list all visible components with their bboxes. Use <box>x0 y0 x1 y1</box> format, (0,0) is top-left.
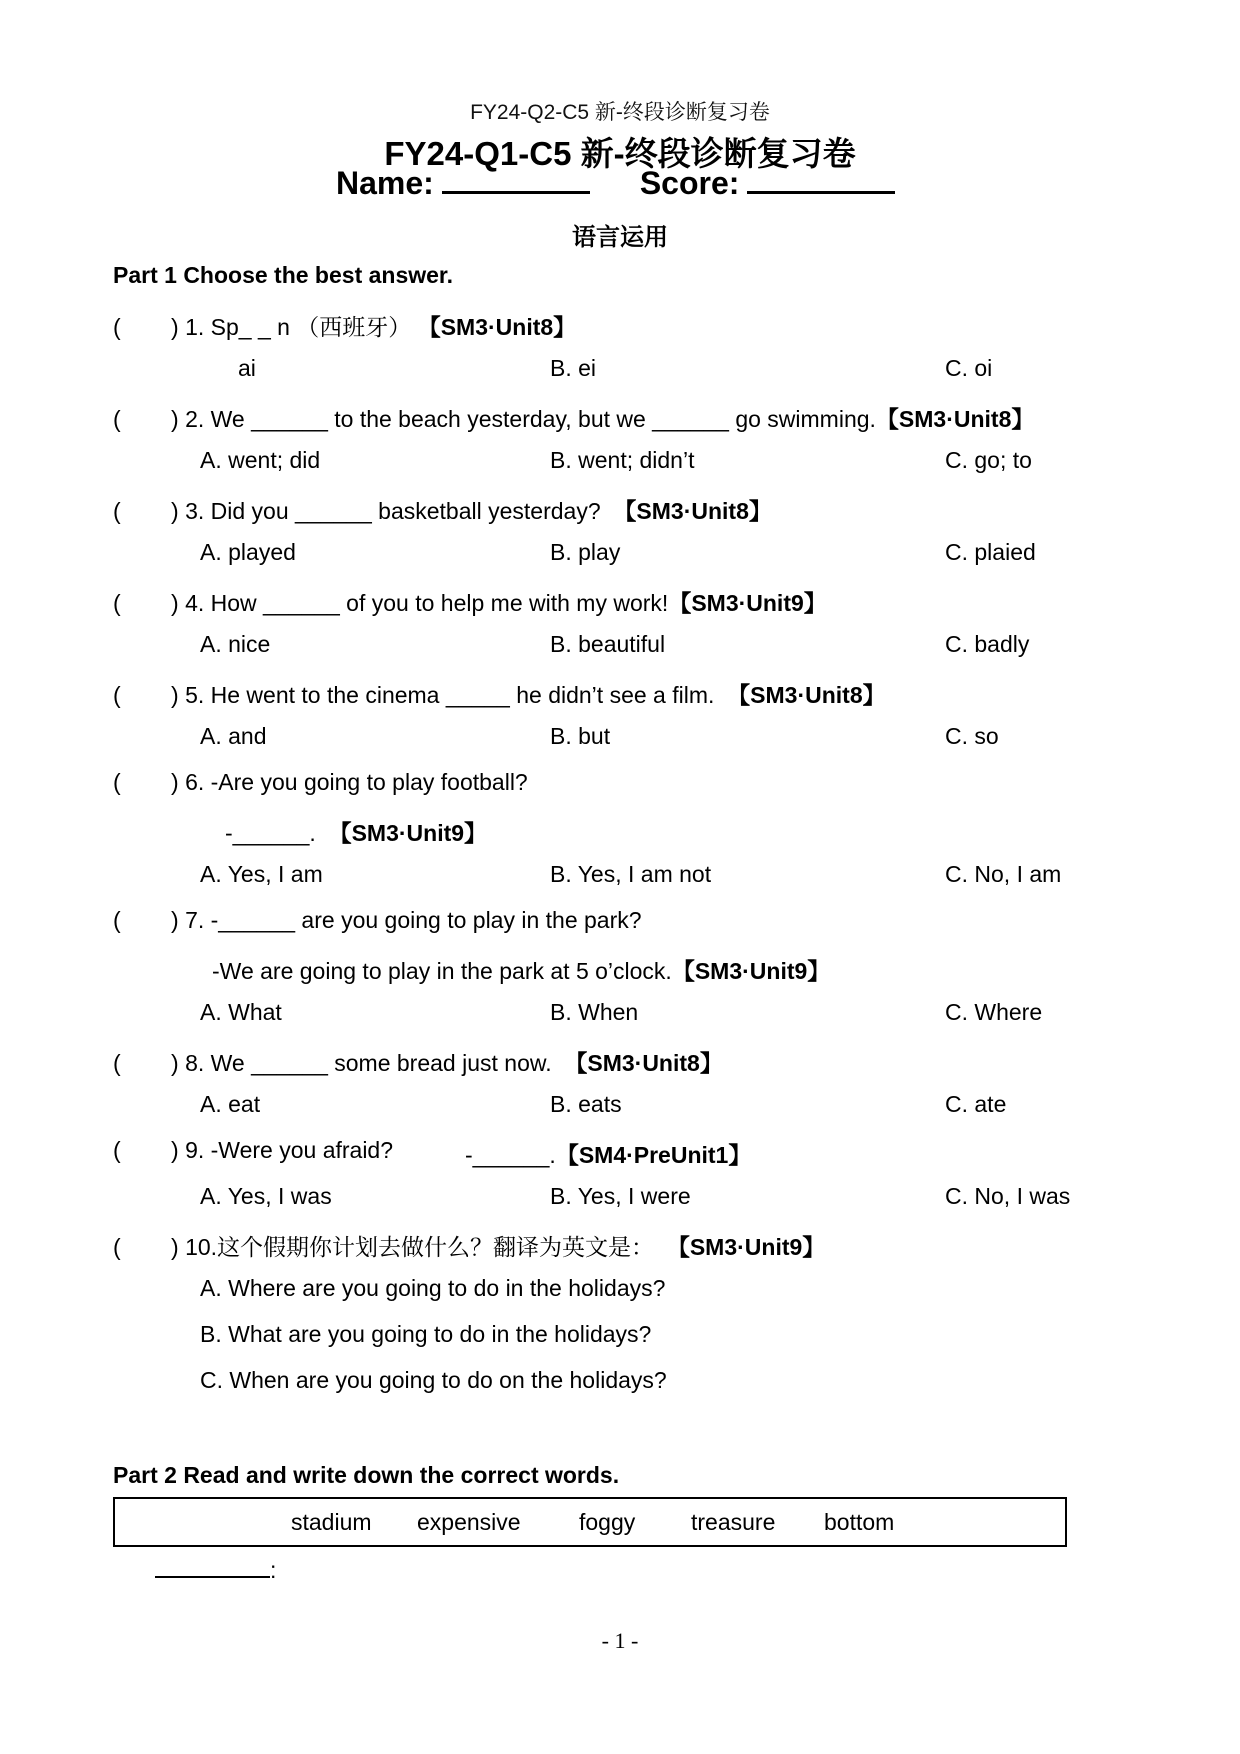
option-a: A. and <box>200 723 267 749</box>
option-b: B. Yes, I were <box>550 1183 691 1209</box>
unit-tag: 【SM3·Unit8】 <box>613 498 772 524</box>
option-b: B. What are you going to do in the holidays? <box>200 1321 652 1347</box>
option-c: C. badly <box>945 631 1030 657</box>
question-9 <box>113 1137 393 1164</box>
answer-line <box>155 1554 276 1584</box>
score-field[interactable] <box>747 165 895 194</box>
word-bank-item: foggy <box>579 1509 636 1535</box>
answer-paren-open[interactable]: ( <box>113 314 121 340</box>
question-1 <box>113 309 576 342</box>
answer-paren-close: ) <box>171 498 179 524</box>
option-c: C. so <box>945 723 999 749</box>
question-2 <box>113 401 1034 434</box>
question-text: 8. We ______ some bread just now. <box>185 1050 552 1076</box>
question-text: 5. He went to the cinema _____ he didn’t see a film. <box>185 682 715 708</box>
question-7 <box>113 907 642 934</box>
option-b: B. play <box>550 539 621 565</box>
question-9-reply <box>465 1137 751 1170</box>
question-text: 7. -______ are you going to play in the park? <box>185 907 642 933</box>
answer-paren-close: ) <box>171 590 179 616</box>
option-a: A. Yes, I was <box>200 1183 332 1209</box>
page-title: FY24-Q1-C5 新-终段诊断复习卷 <box>384 135 856 172</box>
word-bank <box>113 1497 1067 1547</box>
answer-paren-open[interactable]: ( <box>113 1050 121 1076</box>
word-bank-item: treasure <box>691 1509 776 1535</box>
option-c: C. Where <box>945 999 1043 1025</box>
option-a: A. Yes, I am <box>200 861 323 887</box>
option-a: A. went; did <box>200 447 321 473</box>
option-b: B. but <box>550 723 611 749</box>
answer-paren-open[interactable]: ( <box>113 769 121 795</box>
option-b: B. eats <box>550 1091 622 1117</box>
question-text-line2: -______. <box>225 820 316 846</box>
answer-blank[interactable] <box>155 1554 270 1578</box>
question-10 <box>113 1229 825 1262</box>
option-b: B. Yes, I am not <box>550 861 712 887</box>
answer-paren-close: ) <box>171 1137 179 1163</box>
option-c: C. No, I am <box>945 861 1062 887</box>
question-text: 3. Did you ______ basketball yesterday? <box>185 498 601 524</box>
name-field[interactable] <box>442 165 590 194</box>
option-c: C. plaied <box>945 539 1036 565</box>
page-number: - 1 - <box>601 1628 639 1653</box>
option-a: A. What <box>200 999 282 1025</box>
word-bank-item: bottom <box>824 1509 895 1535</box>
question-text: 1. Sp_ _ n （西班牙） <box>185 314 412 340</box>
option-c: C. When are you going to do on the holidays? <box>200 1367 667 1393</box>
answer-paren-close: ) <box>171 769 179 795</box>
option-a: A. eat <box>200 1091 261 1117</box>
option-a: A. played <box>200 539 296 565</box>
answer-paren-close: ) <box>171 907 179 933</box>
unit-tag: 【SM3·Unit9】 <box>671 958 831 984</box>
answer-paren-close: ) <box>171 1234 179 1260</box>
name-label: Name: <box>336 165 434 201</box>
question-text-reply: -______. <box>465 1142 556 1168</box>
question-3 <box>113 493 772 526</box>
unit-tag: 【SM4·PreUnit1】 <box>555 1142 752 1168</box>
option-b: B. beautiful <box>550 631 666 657</box>
unit-tag: 【SM3·Unit9】 <box>666 1234 826 1260</box>
word-bank-item: expensive <box>417 1509 521 1535</box>
question-5 <box>113 677 886 710</box>
option-b: B. ei <box>550 355 597 381</box>
section-title: 语言运用 <box>572 224 668 251</box>
unit-tag: 【SM3·Unit9】 <box>668 590 827 616</box>
option-b: B. When <box>550 999 639 1025</box>
option-a: ai <box>238 355 256 381</box>
answer-colon: : <box>270 1557 277 1583</box>
score-label: Score: <box>639 165 740 201</box>
option-b: B. went; didn’t <box>550 447 695 473</box>
unit-tag: 【SM3·Unit8】 <box>564 1050 723 1076</box>
question-text: 6. -Are you going to play football? <box>185 769 528 795</box>
word-bank-item: stadium <box>291 1509 372 1535</box>
question-7-line2 <box>212 953 830 986</box>
question-4 <box>113 585 827 618</box>
question-6-line2 <box>225 815 487 848</box>
answer-paren-open[interactable]: ( <box>113 682 121 708</box>
answer-paren-open[interactable]: ( <box>113 406 121 432</box>
question-text: 10.这个假期你计划去做什么？翻译为英文是： <box>185 1234 655 1260</box>
unit-tag: 【SM3·Unit8】 <box>417 314 577 340</box>
option-a: A. nice <box>200 631 271 657</box>
answer-paren-close: ) <box>171 682 179 708</box>
option-c: C. No, I was <box>945 1183 1071 1209</box>
question-text-line2: -We are going to play in the park at 5 o’clock. <box>212 958 672 984</box>
unit-tag: 【SM3·Unit9】 <box>328 820 488 846</box>
question-text: 4. How ______ of you to help me with my work! <box>185 590 669 616</box>
unit-tag: 【SM3·Unit8】 <box>875 406 1035 432</box>
option-c: C. oi <box>945 355 993 381</box>
answer-paren-open[interactable]: ( <box>113 498 121 524</box>
answer-paren-open[interactable]: ( <box>113 1137 121 1163</box>
answer-paren-open[interactable]: ( <box>113 907 121 933</box>
option-c: C. go; to <box>945 447 1032 473</box>
answer-paren-close: ) <box>171 1050 179 1076</box>
part2-title: Part 2 Read and write down the correct words. <box>113 1462 620 1488</box>
question-text: 2. We ______ to the beach yesterday, but we ______ go swimming. <box>185 406 876 432</box>
name-score-line <box>336 165 895 202</box>
question-text: 9. -Were you afraid? <box>185 1137 394 1163</box>
answer-paren-open[interactable]: ( <box>113 590 121 616</box>
option-a: A. Where are you going to do in the holidays? <box>200 1275 666 1301</box>
unit-tag: 【SM3·Unit8】 <box>727 682 886 708</box>
document-header: FY24-Q2-C5 新-终段诊断复习卷 <box>470 101 770 124</box>
answer-paren-close: ) <box>171 406 179 432</box>
question-6 <box>113 769 528 796</box>
option-c: C. ate <box>945 1091 1007 1117</box>
answer-paren-close: ) <box>171 314 179 340</box>
answer-paren-open[interactable]: ( <box>113 1234 121 1260</box>
question-8 <box>113 1045 723 1078</box>
part1-title: Part 1 Choose the best answer. <box>113 262 454 288</box>
